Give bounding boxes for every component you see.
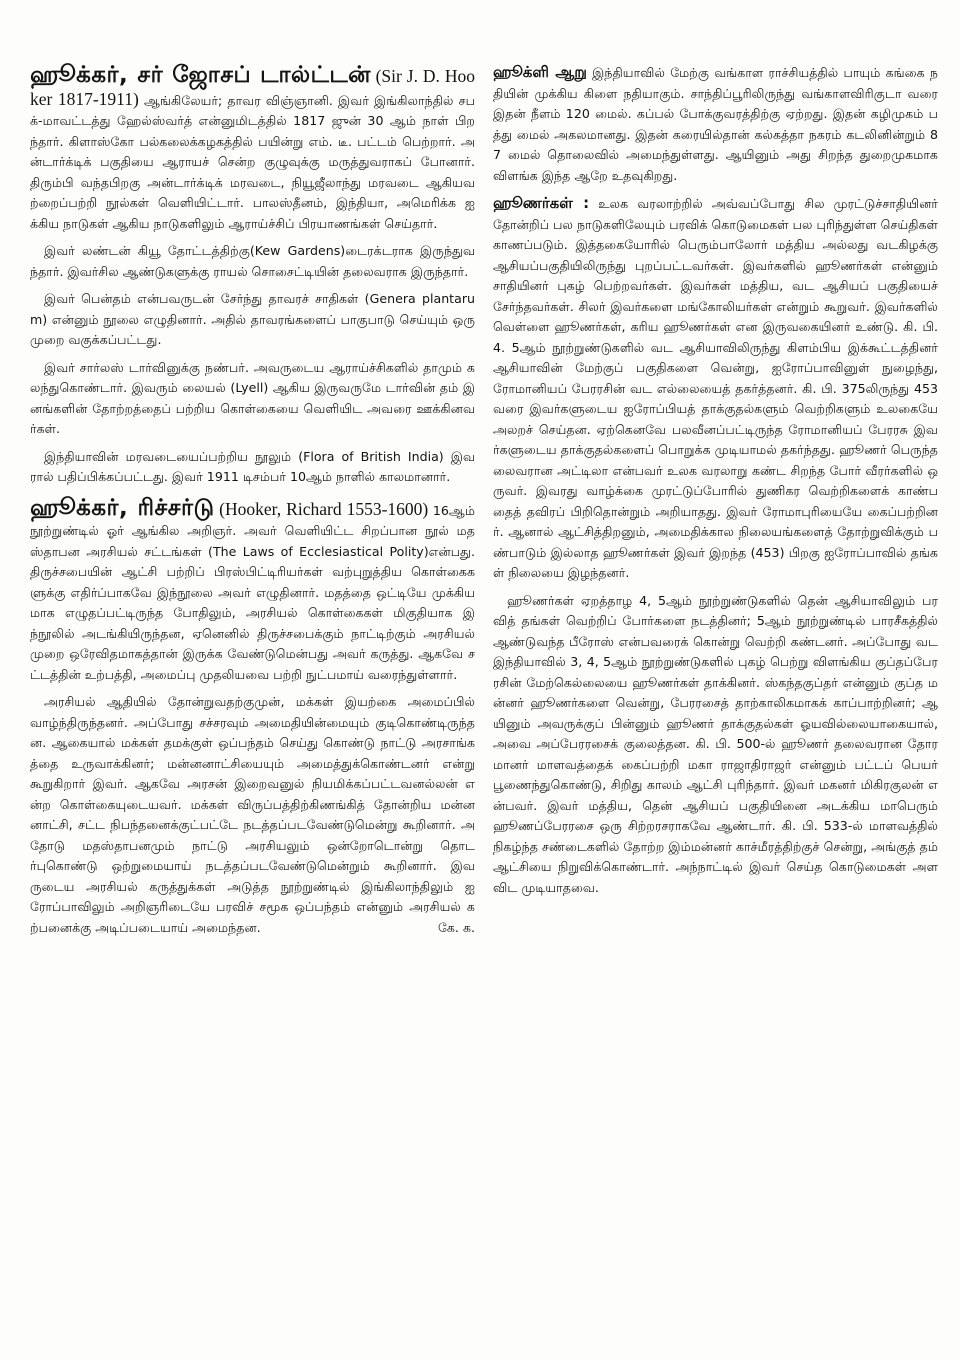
entry-paragraph: ஹூணர்கள் ஏறத்தாழ 4, 5ஆம் நூற்றுண்டுகளில் தென் ஆசியாவிலும் பரவித் தங்கள் வெற்றிப் போர்களை நடத்தினர்; 5ஆம் நூற்றுண்டில் பாரசீகத்தில் ஆண்டுவந்த பீரோஸ் என்பவரைக் கொன்று வெற்றி கண்டனர். அப்போது வடஇந்தியாவில் 3, 4, 5ஆம் நூற்றுண்டுகளில் புகழ் பெற்று விளங்கிய குப்தப்பேரரசின் மேற்கெல்லையை ஹூணர்கள் தாக்கினர். ஸ்கந்தகுப்தர் என்னும் குப்த மன்னர் ஹூணர்களை வென்று, பேரரசைத் தாற்காலிகமாகக் காப்பாற்றினர்; ஆயினும் அவருக்குப் பின்னும் ஹூணர் தாக்குதல்கள் ஓயவில்லையாகையால், அவை அப்பேரரசைக் குலைத்தன. கி. பி. 500-ல் ஹூணர் தலைவரான தோரமானர் மாளவத்தைக் கைப்பற்றி மகா ராஜாதிராஜர் என்னும் பட்டப் பெயர் பூணைந்துகொண்டு, சிறிது காலம் ஆட்சி புரிந்தார். இவர் மகனர் மிகிரகுலன் என்பவர். இவர் மத்திய, தென் ஆசியப் பகுதியினை அடக்கிய மாபெரும் ஹூணப்பேரரசை ஒரு சிற்றரசராகவே ஆண்டார். கி. பி. 533-ல் மாளவத்தில் நிகழ்ந்த சண்டைகளில் தோற்ற இம்மன்னர் காச்மீரத்திற்குச் சென்று, அங்குத் தம் ஆட்சியை நிறுவிக்கொண்டார். அந்நாட்டில் இவர் செய்த கொடுமைகள் அளவிட முடியாதவை. [493,592,938,895]
entry-paragraph: இவர் லண்டன் கியூ தோட்டத்திற்கு(Kew Gardens)டைரக்டராக இருந்துவந்தார். இவர்சில ஆண்டுகளுக்கு ராயல் சொசைட்டியின் தலைவராக இருந்தார். [30,243,475,279]
entry-hooghly [493,62,938,186]
headword: ஹூக்கர், ரிச்சர்டு [30,494,215,521]
entry-paragraph: இவர் சார்லஸ் டார்வினுக்கு நண்பர். அவருடைய ஆராய்ச்சிகளில் தாமும் கலந்துகொண்டார். இவரும் லையல் (Lyell) ஆகிய இருவருமே டார்வின் தம் இனங்களின் தோற்றத்தைப் பற்றிய கொள்கையை வெளியிட அவரை ஊக்கினவர்கள். [30,359,475,436]
entry-huns [493,193,938,584]
left-column [30,62,475,1360]
entry-hooker-richard [30,495,475,686]
headword: ஹூக்ளி ஆறு [493,63,587,81]
entry-paragraph: இந்தியாவின் மரவடையைப்பற்றிய நூலும் (Flora of British India) இவரால் பதிப்பிக்கப்பட்டது. இவர் 1911 டிசம்பர் 10ஆம் நாளில் காலமானார். [30,448,475,484]
right-column [493,62,938,1360]
headword: ஹூணர்கள் : [493,194,590,212]
latin-name: (Hooker, Richard 1553-1600) [219,498,429,519]
entry-hooker-jd [30,62,475,234]
headword: ஹூக்கர், சர் ஜோசப் டால்ட்டன் [30,62,371,88]
entry-body: ஆங்கிலேயர்; தாவர விஞ்ஞானி. இவர் இங்கிலாந்தில் சபக்-மாவட்டத்து ஹேல்ஸ்வர்த் என்னுமிடத்தில் 1817 ஜுன் 30 ஆம் நாள் பிறந்தார். கிளாஸ்கோ பல்கலைக்கழகத்தில் பயின்று எம். டீ. பட்டம் பெற்றார். அன்டார்க்டிக் பகுதியை ஆராயச் சென்ற குழுவுக்கு மருத்துவராகப் போனார். திரும்பி வந்தபிறகு அன்டார்க்டிக் மரவடை, நியூஜீலாந்து மரவடை ஆகியவற்றைப்பற்றி நூல்கள் வெளியிட்டார். பாலஸ்தீனம், இந்தியா, அமெரிக்க ஐக்கிய நாடுகள் ஆகிய நாடுகளிலும் ஆராய்ச்சிப் பிரயாணங்கள் செய்தார். [30,92,475,231]
author-signature: கே. க. [437,919,475,935]
latin-name: (Sir J. D. Hooker 1817-1911) [30,66,475,109]
entry-paragraph-text: அரசியல் ஆதியில் தோன்றுவதற்குமுன், மக்கள் இயற்கை அமைப்பில் வாழ்ந்திருந்தனர். அப்போது சச்சரவும் அமைதியின்மையும் குடிகொண்டிருந்தன. ஆகையால் மக்கள் தமக்குள் ஒப்பந்தம் செய்து கொண்டு நாட்டு அரசாங்கத்தை உருவாக்கினர்; மன்னனாட்சியையும் அமைத்துக்கொண்டனர் என்று கூறுகிறார் இவர். ஆகவே அரசன் இறைவனுல் நியமிக்கப்பட்டவனல்லன் என்ற கொள்கையுடையவர். மக்கள் விருப்பத்திற்கிணங்கித் தோன்றிய மன்னனாட்சி, சட்ட நிபந்தனைக்குட்பட்டே நடத்தப்படவேண்டுமென்று கூறினார். அதோடு மதஸ்தாபனமும் நாட்டு அரசியலும் ஒன்றோடொன்று தொடர்புகொண்டு ஒற்றுமையாய் நடத்தப்படவேண்டுமென்றும் கூறினார். இவருடைய அரசியல் கருத்துக்கள் அடுத்த நூற்றுண்டில் இங்கிலாந்திலும் ஐரோப்பாவிலும் அறிஞரிடையே பரவிச் சமூக ஒப்பந்தம் என்னும் அரசியல் கற்பனைக்கு அடிப்படையாய் அமைந்தன. [30,694,475,935]
entry-body: இந்தியாவில் மேற்கு வங்காள ராச்சியத்தில் பாயும் கங்கை நதியின் முக்கிய கிளை நதியாகும். சாந்திப்பூரிலிருந்து வங்காளவிரிகுடா வரை இதன் நீளம் 120 மைல். கப்பல் போக்குவரத்திற்கு ஏற்றது. இதன் கழிமுகம் பத்து மைல் அகலமானது. இதன் கரையில்தான் கல்கத்தா நகரம் கடலினின்றும் 87 மைல் தொலைவில் அமைந்துள்ளது. ஆயினும் அது சிறந்த துறைமுகமாக விளங்க இந்த ஆறே உதவுகிறது. [493,65,938,183]
entry-paragraph [30,692,475,938]
entry-body: 16ஆம் நூற்றுண்டில் ஓர் ஆங்கில அறிஞர். அவர் வெளியிட்ட சிறப்பான நூல் மத ஸ்தாபன அரசியல் சட்டங்கள் (The Laws of Ecclesiastical Polity)என்பது. திருச்சபையின் ஆட்சி பற்றிப் பிரஸ்பிட்டிரியர்கள் வற்புறுத்திய கொள்கைகளுக்கு எதிர்ப்பாகவே இந்நூலை அவர் எழுதினார். மதத்தை ஒட்டியே முக்கியமாக எழுதப்பட்டிருந்த போதிலும், அரசியல் கொள்கைகள் மிகுதியாக இந்நூலில் அடங்கியிருந்தன, ஏனெனில் திருச்சபைக்கும் நாட்டிற்கும் அரசியல் முறை ஒரேவிதமாகத்தான் இருக்க வேண்டுமென்பது அவர் கருத்து. ஆகவே சட்டத்தின் உற்பத்தி, அமைப்பு முதலியவை பற்றி நுட்பமாய் வரைந்துள்ளார். [30,502,475,682]
entry-body: உலக வரலாற்றில் அவ்வப்போது சில முரட்டுச்சாதியினர் தோன்றிப் பல நாடுகளிலேயும் பரவிக் கொடுமைகள் பல புரிந்துள்ள செய்திகள் காணப்படும். இத்தகையோரில் பெரும்பாலோர் மத்திய அல்லது வடகிழக்கு ஆசியப்பகுதியிலிருந்து புறப்பட்டவர்கள். இவர்களில் ஹூணர்கள் என்னும் சாதியினர் புகழ் பெற்றவர்கள். இவர்கள் மத்திய, வட ஆசியப் பகுதியைச் சேர்ந்தவர்கள். சிலர் இவர்களை மங்கோலியர்கள் என்றும் கூறுவர். இவர்களில் வெள்ளை ஹூணர்கள், கரிய ஹூணர்கள் என இருவகையினர் உண்டு. கி. பி. 4. 5ஆம் நூற்றுண்டுகளில் வட ஆசியாவிலிருந்து கிளம்பிய இக்கூட்டத்தினர் ஆசியாவின் மேற்குப் பகுதிகளை வென்று, ஐரோப்பாவினுள் நுழைந்து, ரோமானியப் பேரரசின் வட எல்லையைத் தகர்த்தனர். கி. பி. 375லிருந்து 453வரை இவர்களுடைய ஐரோப்பியத் தாக்குதல்களும் வெற்றிகளும் உலகையே அலறச் செய்தன. ஏற்கெனவே பலவீனப்பட்டிருந்த ரோமானியப் பேரரசு இவர்களுடைய தாக்குதல்களைப் பொறுக்க முடியாமல் தகர்ந்தது. ஹூணர் பெருந்தலைவரான அட்டிலா என்பவர் உலக வரலாறு கண்ட சிறந்த போர் வீரர்களில் ஒருவர். இவரது வாழ்க்கை முரட்டுப்போரில் துணிகர வெற்றிகளைக் காண்பதைத் தவிரப் பிறிதொன்றும் அறியாதது. இவர் ரோமாபுரியையே கைப்பற்றினர். ஆனால் ஆட்சித்திறனும், அமைதிக்கால நிலையங்களைத் தோற்றுவிக்கும் பண்பாடும் இல்லாத ஹூணர்கள் இவர் இறந்த (453) பிறகு ஐரோப்பாவில் தங்கள் நிலையை இழந்தனர். [493,196,938,580]
entry-paragraph: இவர் பென்தம் என்பவருடன் சேர்ந்து தாவரச் சாதிகள் (Genera plantarum) என்னும் நூலை எழுதினார். அதில் தாவரங்களைப் பாகுபாடு செய்யும் ஒரு முறை வகுக்கப்பட்டது. [30,291,475,347]
